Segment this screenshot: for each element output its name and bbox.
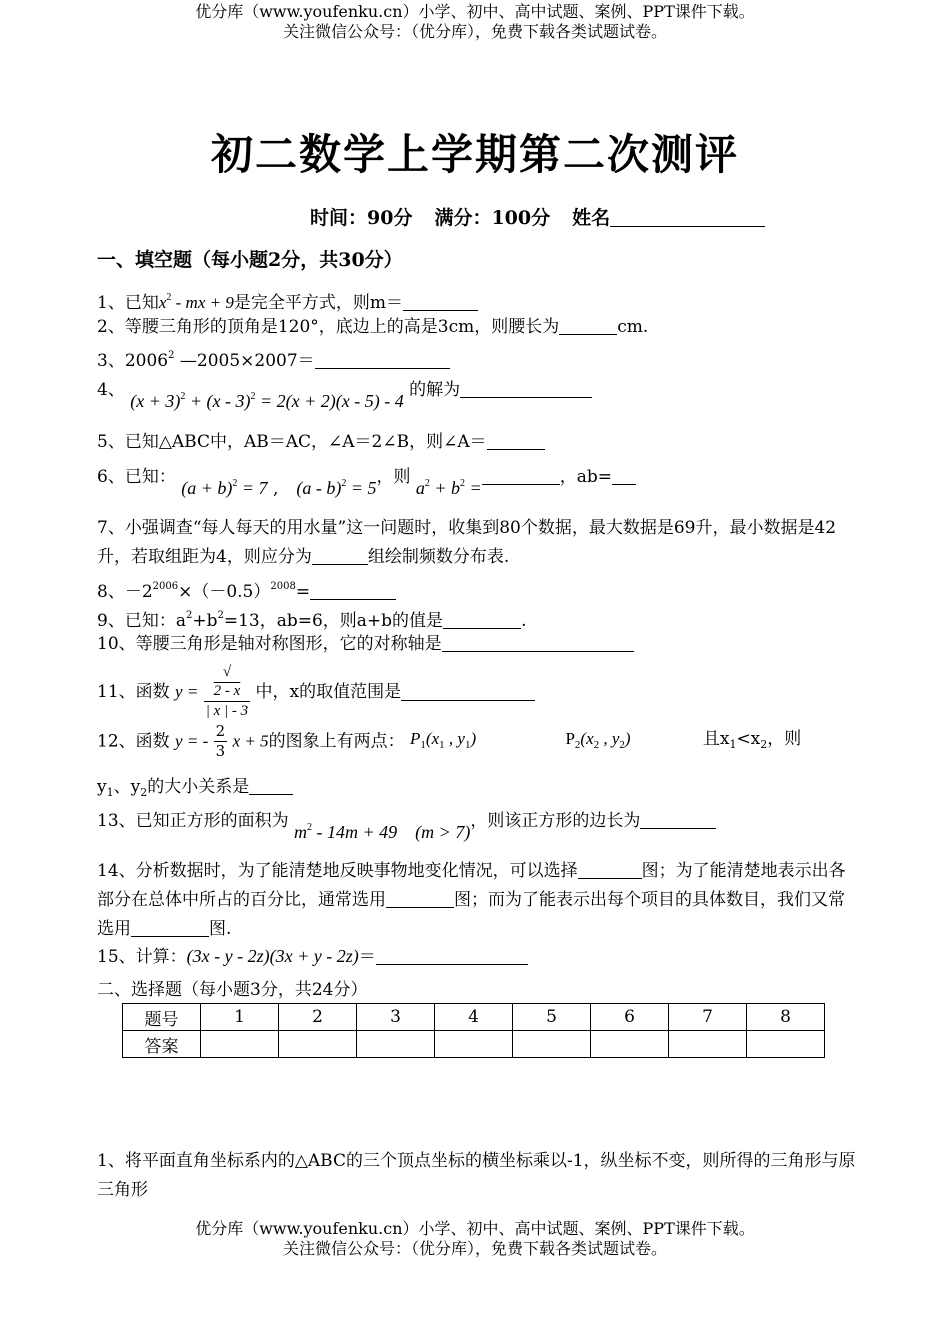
q12-blank — [249, 777, 293, 795]
q7-blank — [312, 547, 368, 565]
table-cell: 4 — [435, 1004, 513, 1031]
footer-line-2: 关注微信公众号：（优分库），免费下载各类试题试卷。 — [282, 1239, 667, 1258]
table-cell: 7 — [669, 1004, 747, 1031]
answer-cell[interactable] — [513, 1031, 591, 1058]
table-cell: 3 — [357, 1004, 435, 1031]
q3-blank — [315, 351, 450, 369]
q14-blank-3 — [131, 919, 209, 937]
q13-blank — [640, 811, 716, 829]
q1-blank — [403, 293, 478, 311]
answer-cell[interactable] — [435, 1031, 513, 1058]
header-line-1: 优分库（www.youfenku.cn）小学、初中、高中试题、案例、PPT课件下载。 — [195, 2, 755, 21]
q12-fraction: $\frac{2}{3}$ — [215, 722, 226, 760]
point-p1: $P_1(x_1$ , $y_1$) — [410, 728, 477, 751]
question-10: 10、等腰三角形是轴对称图形，它的对称轴是 — [97, 633, 634, 655]
table-cell: 6 — [591, 1004, 669, 1031]
footer-line-1: 优分库（www.youfenku.cn）小学、初中、高中试题、案例、PPT课件下载。 — [195, 1219, 755, 1238]
q6-target: $a^2 + b^2$ = — [415, 478, 482, 498]
name-label: 姓名 — [572, 207, 611, 229]
choice-question-1: 1、将平面直角坐标系内的△ABC的三个顶点坐标的横坐标乘以-1，纵坐标不变，则所得的三角形与原三角形 — [97, 1151, 856, 1200]
q9-blank — [443, 611, 521, 629]
question-1: 1、已知$x^2$ - mx + 9是完全平方式，则m＝ — [97, 287, 478, 314]
q4-equation: $(x + 3)^2 + (x - 3)^2 = 2(x + 2)(x - 5) - 4$ — [130, 391, 404, 411]
q14-blank-1 — [578, 861, 642, 879]
q11-fraction: √ 2 - x | x | - 3 — [205, 664, 249, 719]
section-2-title: 二、选择题（每小题3分，共24分） — [97, 980, 368, 1000]
question-15: 15、计算：(3x - y - 2z)(3x + y - 2z)＝ — [97, 945, 528, 968]
table-cell: 5 — [513, 1004, 591, 1031]
table-cell: 1 — [201, 1004, 279, 1031]
q1-formula: $x^2$ - mx + 9 — [158, 292, 234, 312]
answer-cell[interactable] — [669, 1031, 747, 1058]
answer-table — [122, 1003, 825, 1058]
q14-blank-2 — [386, 890, 454, 908]
question-5: 5、已知△ABC中，AB＝AC，∠A＝2∠B，则∠A＝ — [97, 431, 545, 453]
q2-blank — [559, 317, 617, 335]
answer-cell[interactable] — [747, 1031, 825, 1058]
question-4: 4、 $(x + 3)^2 + (x - 3)^2 = 2(x + 2)(x - 5) - 4$ 的解为 — [97, 374, 592, 401]
name-blank — [610, 209, 765, 227]
q10-blank — [442, 634, 634, 652]
answer-cell[interactable] — [279, 1031, 357, 1058]
table-row-label: 题号 — [123, 1004, 201, 1031]
section-1-title: 一、填空题（每小题2分，共30分） — [97, 249, 403, 271]
question-3: 3、2006$^2$ —2005×2007＝ — [97, 345, 450, 372]
question-12-line-2: $y_1$、$y_2$的大小关系是 — [97, 776, 293, 804]
table-row — [123, 1031, 825, 1058]
answer-cell[interactable] — [591, 1031, 669, 1058]
question-9: 9、已知：$a^2+b^2=13$，ab=6，则a+b的值是 . — [97, 610, 527, 631]
table-row-label: 答案 — [123, 1031, 201, 1058]
question-12: 12、函数 y = - $\frac{2}{3}$ x + 5的图象上有两点： $P_1(x_1$ , $y_1$) $P_2(x_2$ , $y_2$) 且$x_1<x_2$，则 — [97, 722, 802, 760]
answer-cell[interactable] — [201, 1031, 279, 1058]
question-11: 11、函数 y = √ 2 - x | x | - 3 中，x的取值范围是 — [97, 663, 535, 721]
q6-blank-2 — [612, 467, 636, 485]
page-title: 初二数学上学期第二次测评 — [210, 130, 739, 179]
exam-info — [310, 203, 765, 230]
full-score-label: 满分：100分 — [434, 207, 551, 229]
table-cell: 8 — [747, 1004, 825, 1031]
point-p2: $P_2(x_2$ , $y_2$) — [565, 728, 631, 751]
header-line-2: 关注微信公众号：（优分库），免费下载各类试题试卷。 — [282, 22, 667, 41]
answer-cell[interactable] — [357, 1031, 435, 1058]
q15-expression: (3x - y - 2z)(3x + y - 2z) — [186, 946, 359, 966]
question-8: 8、$-2^{2006}\times(-0.5)^{2008}=$ — [97, 576, 396, 603]
q15-blank — [376, 947, 528, 965]
question-6: 6、已知： $(a + b)^2 = 7$ , (a - b)$^2$ = 5，则 $a^2 + b^2$ =，ab= — [97, 461, 636, 488]
q6-given-1: $(a + b)^2 = 7$ — [181, 478, 268, 498]
q6-given-2: (a - b)$^2$ = 5 — [296, 478, 377, 498]
table-cell: 2 — [279, 1004, 357, 1031]
table-row — [123, 1004, 825, 1031]
q6-blank-1 — [482, 467, 560, 485]
time-label: 时间：90分 — [310, 207, 413, 229]
q8-blank — [310, 582, 396, 600]
question-13: 13、已知正方形的面积为 $m^2 - 14m + 49$ (m > 7)，则该正方形的边长为 — [97, 805, 716, 832]
q13-formula: $m^2 - 14m + 49$ (m > 7) — [294, 822, 471, 842]
q11-blank — [401, 683, 535, 701]
question-2: 2、等腰三角形的顶角是120°，底边上的高是3cm，则腰长为 cm. — [97, 317, 649, 337]
question-14: 14、分析数据时，为了能清楚地反映事物地变化情况，可以选择 图；为了能清楚地表示出各部分在总体中所占的百分比，通常选用 图；而为了能表示出每个项目的具体数目，我们又常选用 图. — [97, 861, 846, 939]
question-7: 7、小强调查“每人每天的用水量”这一问题时，收集到80个数据，最大数据是69升，最小数据是42升，若取组距为4，则应分为 组绘制频数分布表. — [97, 518, 837, 567]
q5-blank — [487, 432, 545, 450]
q4-blank — [460, 380, 592, 398]
